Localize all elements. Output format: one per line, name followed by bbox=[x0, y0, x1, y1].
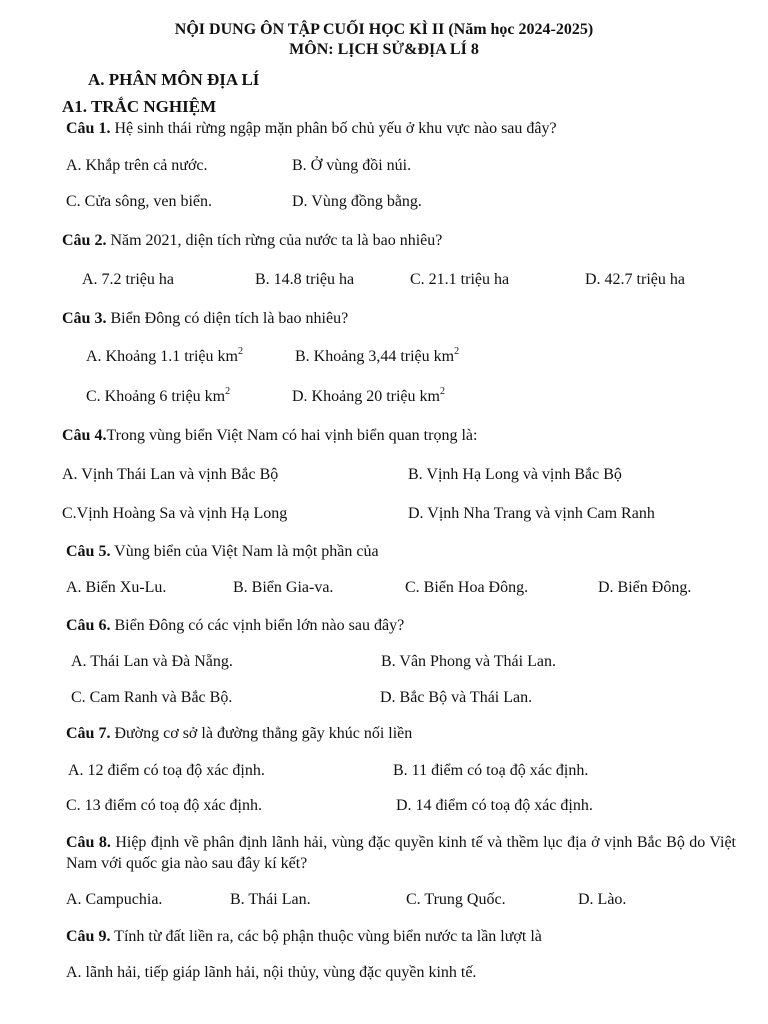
q3-option-a: A. Khoảng 1.1 triệu $km^2$ bbox=[86, 346, 243, 365]
q6-option-d: D. Bắc Bộ và Thái Lan. bbox=[380, 689, 533, 706]
q1-option-c: C. Cửa sông, ven biển. bbox=[66, 193, 212, 210]
question-8: Câu 8. Hiệp định về phân định lãnh hải, vùng đặc quyền kinh tế và thềm lục địa ở vịnh Bắc Bộ do Việt Nam với quốc gia nào sau đây kí kết? bbox=[66, 834, 736, 872]
q8-option-d: D. Lào. bbox=[578, 891, 627, 908]
q3-option-d: D. Khoảng 20 triệu $km^2$ bbox=[292, 386, 445, 405]
q1-option-d: D. Vùng đồng bằng. bbox=[292, 193, 422, 210]
question-5: Câu 5. Vùng biển của Việt Nam là một phần của bbox=[66, 543, 379, 560]
q8-option-b: B. Thái Lan. bbox=[230, 891, 311, 908]
question-1: Câu 1. Hệ sinh thái rừng ngập mặn phân bố chủ yếu ở khu vực nào sau đây? bbox=[66, 120, 557, 137]
q1-option-b: B. Ở vùng đồi núi. bbox=[292, 157, 412, 174]
q8-option-a: A. Campuchia. bbox=[66, 891, 163, 908]
subject-title: MÔN: LỊCH SỬ&ĐỊA LÍ 8 bbox=[289, 41, 479, 58]
q3-option-c: C. Khoảng 6 triệu $km^2$ bbox=[86, 386, 231, 405]
document-title: NỘI DUNG ÔN TẬP CUỐI HỌC KÌ II (Năm học 2024-2025) bbox=[174, 21, 594, 38]
q2-option-a: A. 7.2 triệu ha bbox=[82, 271, 174, 288]
q7-option-d: D. 14 điểm có toạ độ xác định. bbox=[396, 797, 593, 814]
q5-option-c: C. Biển Hoa Đông. bbox=[405, 579, 529, 596]
q4-option-c: C.Vịnh Hoàng Sa và vịnh Hạ Long bbox=[62, 505, 288, 522]
q5-option-b: B. Biển Gia-va. bbox=[233, 579, 334, 596]
question-9: Câu 9. Tính từ đất liền ra, các bộ phận thuộc vùng biển nước ta lần lượt là bbox=[66, 928, 542, 945]
superscript: 2 bbox=[225, 386, 231, 397]
q2-option-c: C. 21.1 triệu ha bbox=[410, 271, 510, 288]
question-3: Câu 3. Biển Đông có diện tích là bao nhiêu? bbox=[62, 310, 349, 327]
q2-option-b: B. 14.8 triệu ha bbox=[255, 271, 355, 288]
q4-option-d: D. Vịnh Nha Trang và vịnh Cam Ranh bbox=[408, 505, 655, 522]
q4-option-a: A. Vịnh Thái Lan và vịnh Bắc Bộ bbox=[62, 466, 279, 483]
question-6: Câu 6. Biển Đông có các vịnh biển lớn nào sau đây? bbox=[66, 617, 405, 634]
superscript: 2 bbox=[454, 346, 460, 357]
q1-option-a: A. Khắp trên cả nước. bbox=[66, 157, 208, 174]
section-title: A. PHÂN MÔN ĐỊA LÍ bbox=[88, 70, 260, 89]
superscript: 2 bbox=[237, 346, 243, 357]
subsection-title: A1. TRẮC NGHIỆM bbox=[62, 97, 217, 116]
q6-option-b: B. Vân Phong và Thái Lan. bbox=[381, 653, 556, 670]
q7-option-b: B. 11 điểm có toạ độ xác định. bbox=[393, 762, 589, 779]
question-2: Câu 2. Năm 2021, diện tích rừng của nước ta là bao nhiêu? bbox=[62, 232, 443, 249]
question-4: Câu 4.Trong vùng biển Việt Nam có hai vịnh biển quan trọng là: bbox=[62, 427, 478, 444]
q7-option-a: A. 12 điểm có toạ độ xác định. bbox=[68, 762, 265, 779]
q6-option-c: C. Cam Ranh và Bắc Bộ. bbox=[71, 689, 233, 706]
q2-option-d: D. 42.7 triệu ha bbox=[585, 271, 685, 288]
q3-option-b: B. Khoảng 3,44 triệu $km^2$ bbox=[295, 346, 460, 365]
q5-option-a: A. Biển Xu-Lu. bbox=[66, 579, 167, 596]
q8-option-c: C. Trung Quốc. bbox=[406, 891, 506, 908]
q5-option-d: D. Biển Đông. bbox=[598, 579, 692, 596]
q7-option-c: C. 13 điểm có toạ độ xác định. bbox=[66, 797, 262, 814]
q6-option-a: A. Thái Lan và Đà Nẵng. bbox=[71, 653, 233, 670]
superscript: 2 bbox=[439, 386, 445, 397]
q9-option-a: A. lãnh hải, tiếp giáp lãnh hải, nội thủy, vùng đặc quyền kinh tế. bbox=[66, 964, 477, 981]
q4-option-b: B. Vịnh Hạ Long và vịnh Bắc Bộ bbox=[408, 466, 622, 483]
question-7: Câu 7. Đường cơ sở là đường thẳng gãy khúc nối liền bbox=[66, 725, 413, 742]
